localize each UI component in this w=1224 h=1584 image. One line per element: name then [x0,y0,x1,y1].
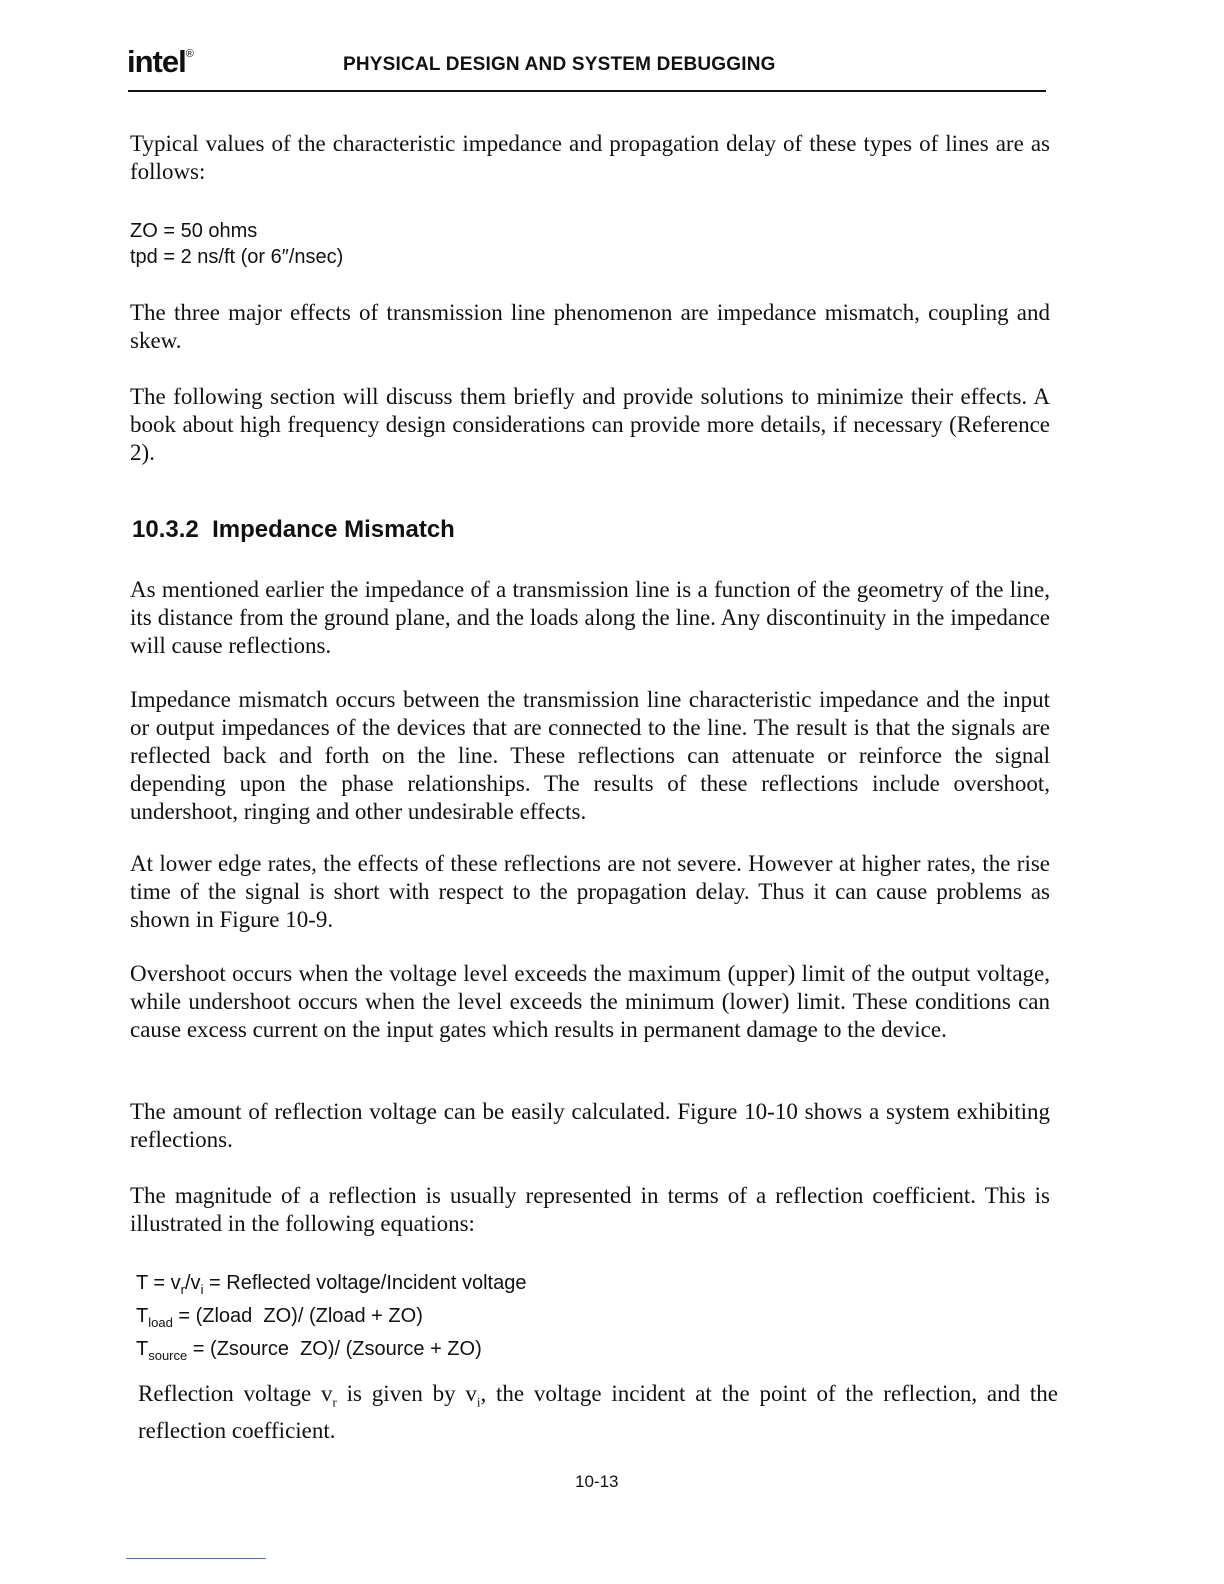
edge-rates-paragraph: At lower edge rates, the effects of these reflections are not severe. However at higher rates, the rise time of the signal is short with respect to the propagation delay. Thus it can cause problems as shown in Figure 10-9. [130,851,1050,932]
mismatch-paragraph: Impedance mismatch occurs between the transmission line characteristic impedance and the input or output impedances of the devices that are connected to the line. The result is that the signals are reflected back and forth on the line. These reflections can attenuate or reinforce the signal depending upon the phase relationships. The results of these reflections include overshoot, undershoot, ringing and other undesirable effects. [130,687,1050,824]
equation-tload: $T_{load}$ = (Zload ZO)/ (Zload + ZO) [136,1305,423,1330]
page-number: 10-13 [575,1472,619,1491]
tpd-value: tpd = 2 ns/ft (or 6″/nsec) [130,246,344,268]
intel-logo: intel® [127,44,193,79]
reflection-coefficient-paragraph: The magnitude of a reflection is usually represented in terms of a reflection coefficient. This is illustrated in the following equations: [130,1183,1050,1236]
following-section-paragraph: The following section will discuss them briefly and provide solutions to minimize their effects. A book about high frequency design considerations can provide more details, if necessary (Reference 2). [130,384,1050,465]
bottom-rule [126,1558,266,1559]
effects-paragraph: The three major effects of transmission line phenomenon are impedance mismatch, coupling and skew. [130,300,1050,353]
equation-tsource: $T_{source}$ = (Zsource ZO)/ (Zsource + ZO) [136,1338,482,1363]
equation-t: $T = v_r/v_i$ = Reflected voltage/Incident voltage [136,1272,527,1297]
registered-mark: ® [185,48,193,60]
typical-values [130,218,343,270]
zo-value: ZO = 50 ohms [130,220,258,242]
reflection-amount-paragraph: The amount of reflection voltage can be easily calculated. Figure 10-10 shows a system exhibiting reflections. [130,1099,1050,1152]
reflection-voltage-paragraph: Reflection voltage $v_r$ is given by $v_i$, the voltage incident at the point of the reflection, and the reflection coefficient. [138,1381,1058,1443]
intro-paragraph: Typical values of the characteristic impedance and propagation delay of these types of lines are as follows: [130,131,1050,184]
section-heading [132,516,455,544]
section-number: 10.3.2 [132,516,199,543]
impedance-intro-paragraph: As mentioned earlier the impedance of a transmission line is a function of the geometry of the line, its distance from the ground plane, and the loads along the line. Any discontinuity in the impedance will cause reflections. [130,577,1050,658]
overshoot-paragraph: Overshoot occurs when the voltage level exceeds the maximum (upper) limit of the output voltage, while undershoot occurs when the level exceeds the minimum (lower) limit. These conditions can cause excess current on the input gates which results in permanent damage to the device. [130,961,1050,1042]
section-title: Impedance Mismatch [212,516,455,543]
running-header-title: PHYSICAL DESIGN AND SYSTEM DEBUGGING [343,54,776,75]
reflection-equations [136,1270,526,1369]
header-rule [128,90,1046,92]
